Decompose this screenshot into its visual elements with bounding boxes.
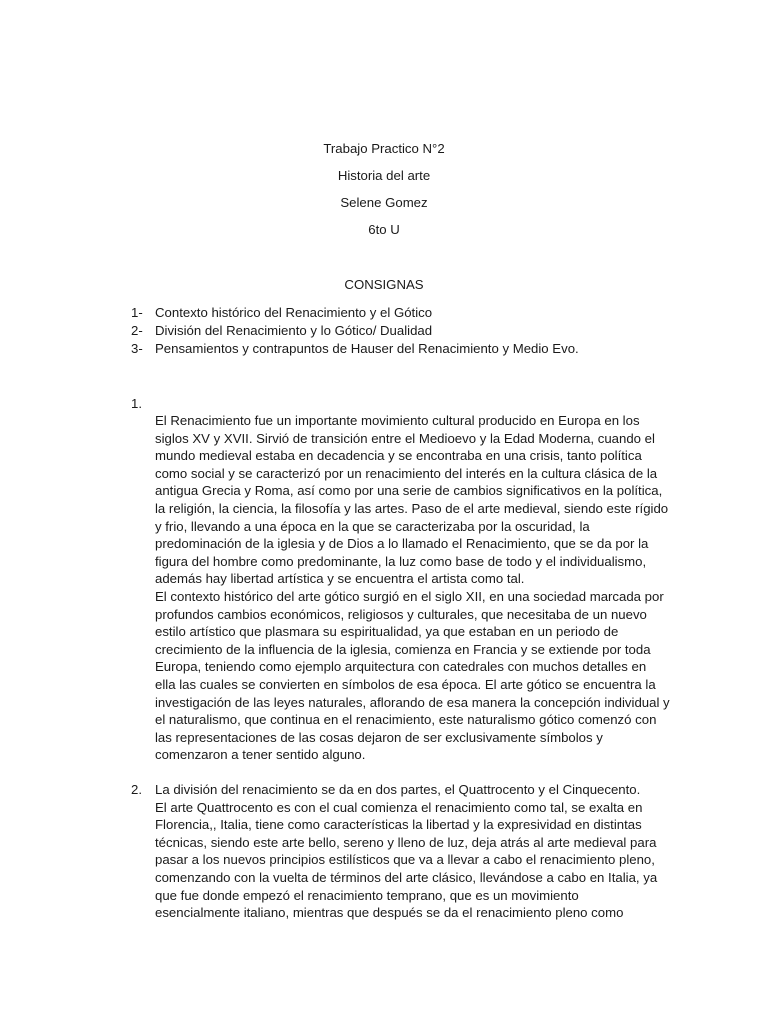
paragraph-line: antigua Grecia y Roma, así como por una serie de cambios significativos en la política, xyxy=(155,483,663,499)
section-2-body xyxy=(155,781,670,922)
paragraph-line: la religión, la ciencia, la filosofía y las artes. Paso de el arte medieval, siendo este rígido xyxy=(155,500,669,516)
consigna-text: Contexto histórico del Renacimiento y el Gótico xyxy=(155,305,433,320)
consigna-number: 1- xyxy=(131,305,143,320)
paragraph-line: El contexto histórico del arte gótico surgió en el siglo XII, en una sociedad marcada por xyxy=(155,588,664,604)
paragraph-line: como social y se caracterizó por un renacimiento del interés en la cultura clásica de la xyxy=(155,465,658,481)
paragraph-line: ella las cuales se convierten en símbolos de esa época. El arte gótico se encuentra la xyxy=(155,676,656,692)
section-1-number: 1. xyxy=(131,396,142,411)
paragraph-line: Florencia,, Italia, tiene como características la libertad y la expresividad en distintas xyxy=(155,817,642,833)
paragraph-line: Europa, teniendo como ejemplo arquitectura con catedrales con muchos detalles en xyxy=(155,659,647,675)
paragraph-line: crecimiento de la influencia de la iglesia, comienza en Francia y se extiende por toda xyxy=(155,641,651,657)
document-title: Trabajo Practico N°2 xyxy=(323,141,445,156)
paragraph-line: el naturalismo, que continua en el renacimiento, este naturalismo gótico comenzó con xyxy=(155,712,657,728)
consignas-list xyxy=(131,304,579,358)
paragraph-line: mundo medieval estaba en decadencia y se encontraba en una crisis, tanto política xyxy=(155,448,642,464)
consigna-item xyxy=(131,322,579,340)
paragraph-line: las representaciones de las cosas dejaron de ser exclusivamente símbolos y xyxy=(155,729,603,745)
paragraph-line: El arte Quattrocento es con el cual comienza el renacimiento como tal, se exalta en xyxy=(155,799,643,815)
paragraph-line: La división del renacimiento se da en dos partes, el Quattrocento y el Cinquecento. xyxy=(155,782,641,797)
consigna-number: 3- xyxy=(131,341,143,356)
paragraph-line: estilo artístico que plasmara su espiritualidad, ya que estaban en un periodo de xyxy=(155,624,619,640)
consigna-text: Pensamientos y contrapuntos de Hauser del Renacimiento y Medio Evo. xyxy=(155,341,579,356)
paragraph-line: además hay libertad artística y se encuentra el artista como tal. xyxy=(155,571,525,587)
section-2-number: 2. xyxy=(131,782,142,797)
paragraph-line: figura del hombre como predominante, la luz como base de todo y el individualismo, xyxy=(155,553,647,569)
paragraph-line: técnicas, siendo este arte bello, sereno y lleno de luz, deja atrás al arte medieval para xyxy=(155,834,657,850)
paragraph-line: y frio, llevando a una época en la que se caracterizaba por la oscuridad, la xyxy=(155,518,590,534)
paragraph-line: siglos XV y XVII. Sirvió de transición entre el Medioevo y la Edad Moderna, cuando el xyxy=(155,430,655,446)
paragraph-line: investigación de las leyes naturales, aflorando de esa manera la concepción individual y xyxy=(155,694,670,710)
consigna-item xyxy=(131,340,579,358)
student-name: Selene Gomez xyxy=(340,195,428,210)
document-subject: Historia del arte xyxy=(337,168,431,183)
paragraph-line: profundos cambios económicos, religiosos y culturales, que necesitaba de un nuevo xyxy=(155,606,647,622)
paragraph-line: comenzaron a tener sentido alguno. xyxy=(155,747,366,763)
consigna-number: 2- xyxy=(131,323,143,338)
paragraph-line: esencialmente italiano, mientras que después se da el renacimiento pleno como xyxy=(155,905,624,921)
consigna-item xyxy=(131,304,579,322)
section-1-body xyxy=(155,412,670,764)
consignas-heading: CONSIGNAS xyxy=(344,277,424,292)
course-label: 6to U xyxy=(368,222,400,237)
consigna-text: División del Renacimiento y lo Gótico/ Dualidad xyxy=(155,323,433,338)
paragraph-line: pasar a los nuevos principios estilísticos que va a llevar a cabo el renacimiento pleno, xyxy=(155,852,655,868)
paragraph-line: predominación de la iglesia y de Dios a lo llamado el Renacimiento, que se da por la xyxy=(155,536,649,552)
paragraph-line: El Renacimiento fue un importante movimiento cultural producido en Europa en los xyxy=(155,413,640,428)
paragraph-line: que fue donde empezó el renacimiento temprano, que es un movimiento xyxy=(155,887,579,903)
paragraph-line: comenzando con la vuelta de términos del arte clásico, llevándose a cabo en Italia, ya xyxy=(155,869,658,885)
